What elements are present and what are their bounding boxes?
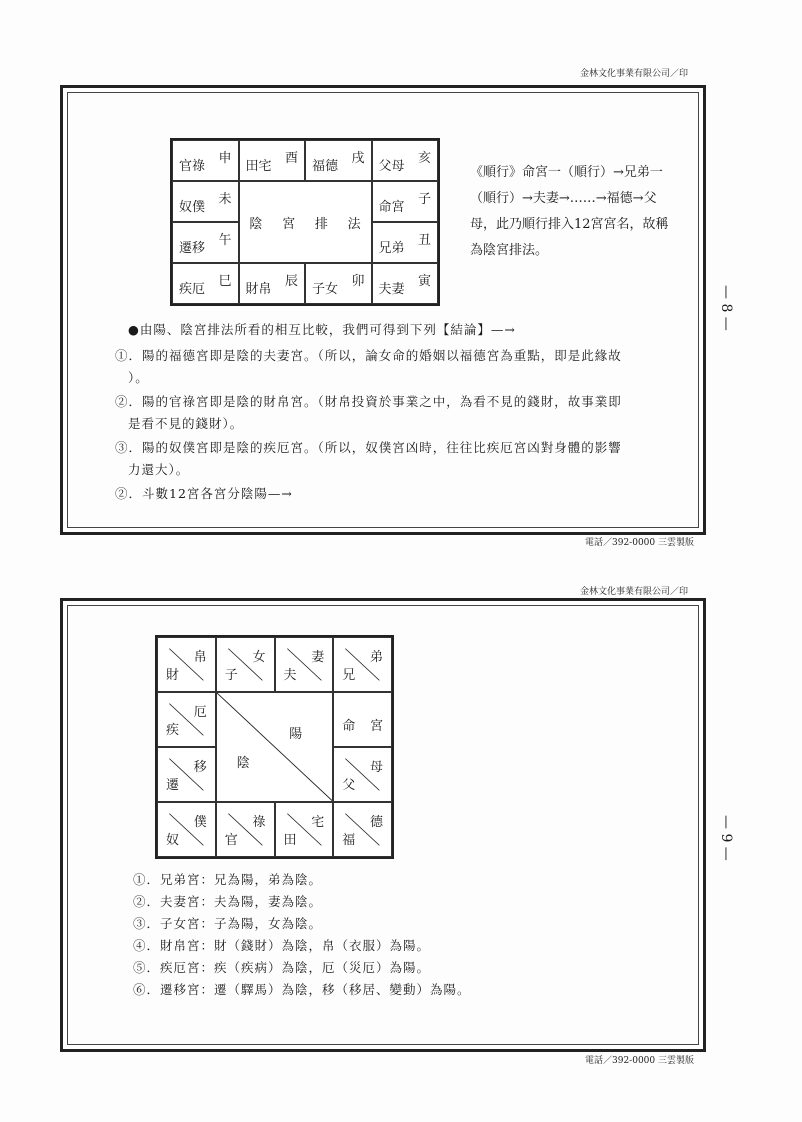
palace-name: 兄弟 <box>378 241 405 256</box>
palace-name: 命宮 <box>378 200 405 215</box>
palace-cell <box>172 222 239 263</box>
palace-name: 田宅 <box>245 159 272 174</box>
palace-char: 夫 <box>283 668 297 683</box>
palace-char: 德 <box>369 815 383 830</box>
palace-cell <box>305 263 372 304</box>
palace-cell <box>239 263 306 304</box>
palace-char: 兄 <box>342 668 356 683</box>
palace-name: 子女 <box>312 282 339 297</box>
earthly-branch: 申 <box>218 151 232 166</box>
palace-cell <box>157 747 216 802</box>
palace-char: 官 <box>224 833 238 848</box>
palace-char: 厄 <box>193 705 207 720</box>
text-line: ④．財帛宮：財（錢財）為陰，帛（衣服）為陽。 <box>133 938 431 953</box>
palace-cell <box>372 181 439 222</box>
center-char: 法 <box>347 216 361 232</box>
palace-name: 奴僕 <box>179 200 206 215</box>
palace-name: 夫妻 <box>378 282 405 297</box>
palace-char: 父 <box>342 778 356 793</box>
earthly-branch: 丑 <box>417 233 431 248</box>
center-diagonal <box>217 693 333 801</box>
palace-cell <box>216 637 275 692</box>
text-line: ③．陽的奴僕宮即是陰的疾厄宮。（所以，奴僕宮凶時，往往比疾厄宮凶對身體的影響 <box>115 440 622 455</box>
center-char: 排 <box>314 216 328 232</box>
text-line: ①．兄弟宮：兄為陽，弟為陰。 <box>133 872 323 887</box>
palace-char: 祿 <box>252 815 266 830</box>
palace-cell <box>333 637 392 692</box>
palace-cell <box>333 802 392 857</box>
page-number: — 8 — <box>718 285 734 331</box>
yin-yang-palace-chart <box>155 635 394 859</box>
palace-char: 帛 <box>193 650 207 665</box>
text-line: ②．陽的官祿宮即是陰的財帛宮。（財帛投資於事業之中，為看不見的錢財，故事業即 <box>115 394 622 409</box>
palace-char: 福 <box>342 833 356 848</box>
text-line: ③．子女宮：子為陽，女為陰。 <box>133 916 323 931</box>
text-line: ）。 <box>128 370 149 385</box>
text-line: ①．陽的福德宮即是陰的夫妻宮。（所以，論女命的婚姻以福德宮為重點，即是此緣故 <box>115 348 622 363</box>
palace-cell <box>172 140 239 181</box>
yang-label: 陽 <box>289 727 303 742</box>
palace-name: 疾厄 <box>179 282 206 297</box>
publisher-header: 金林文化事業有限公司／印 <box>580 587 689 597</box>
palace-cell <box>333 692 392 747</box>
palace-char: 僕 <box>193 815 207 830</box>
palace-char: 弟 <box>369 650 383 665</box>
palace-char: 疾 <box>166 723 180 738</box>
yin-label: 陰 <box>236 756 250 771</box>
earthly-branch: 寅 <box>417 274 431 289</box>
palace-char: 子 <box>224 668 238 683</box>
palace-name: 父母 <box>378 159 405 174</box>
palace-name: 遷移 <box>179 241 206 256</box>
chart-center-title <box>239 181 372 263</box>
palace-cell <box>157 637 216 692</box>
text-line: ②．斗數12宮各宮分陰陽—→ <box>115 486 293 501</box>
earthly-branch: 戌 <box>351 151 365 166</box>
publisher-header: 金林文化事業有限公司／印 <box>580 69 689 79</box>
palace-name: 官祿 <box>179 159 206 174</box>
palace-cell <box>372 140 439 181</box>
palace-char: 移 <box>193 760 207 775</box>
palace-cell <box>239 140 306 181</box>
earthly-branch: 酉 <box>284 151 298 166</box>
text-line: ⑤．疾厄宮：疾（疾病）為陰，厄（災厄）為陽。 <box>133 960 431 975</box>
yin-palace-chart <box>170 138 440 306</box>
palace-name: 財帛 <box>245 282 272 297</box>
shunxing-note: 《順行》命宮一（順行）→兄弟一（順行）→夫妻→……→福德→父母，此乃順行排入12宮宮名，故稱為陰宮排法。 <box>470 165 669 258</box>
page-number: — 9 — <box>718 815 734 861</box>
earthly-branch: 午 <box>218 233 232 248</box>
earthly-branch: 辰 <box>284 274 298 289</box>
palace-char: 財 <box>166 668 180 683</box>
footer-imprint: 電話／392-0000 三雲製版 <box>585 538 694 548</box>
text-line: ②．夫妻宮：夫為陽，妻為陰。 <box>133 894 323 909</box>
palace-cell <box>275 637 334 692</box>
palace-cell <box>157 802 216 857</box>
earthly-branch: 子 <box>417 192 431 207</box>
text-line: ⑥．遷移宮：遷（驛馬）為陰，移（移居、變動）為陽。 <box>133 982 471 997</box>
palace-char: 宮 <box>369 719 383 734</box>
earthly-branch: 未 <box>218 192 232 207</box>
footer-imprint: 電話／392-0000 三雲製版 <box>585 1056 694 1066</box>
palace-char: 遷 <box>166 778 180 793</box>
palace-cell <box>157 692 216 747</box>
palace-cell <box>372 222 439 263</box>
palace-cell <box>333 747 392 802</box>
palace-char: 妻 <box>311 650 325 665</box>
text-line: ●由陽、陰宮排法所看的相互比較，我們可得到下列【結論】—→ <box>128 322 516 337</box>
center-char: 陰 <box>249 216 263 232</box>
palace-char: 母 <box>369 760 383 775</box>
palace-cell <box>216 802 275 857</box>
palace-name: 福德 <box>312 159 339 174</box>
palace-char: 田 <box>283 833 297 848</box>
earthly-branch: 巳 <box>218 274 232 289</box>
palace-char: 女 <box>252 650 266 665</box>
palace-cell <box>372 263 439 304</box>
palace-char: 奴 <box>166 833 180 848</box>
center-char: 宮 <box>282 216 296 232</box>
palace-char: 宅 <box>311 815 325 830</box>
palace-cell <box>305 140 372 181</box>
text-line: 力還大）。 <box>128 462 190 477</box>
palace-cell <box>275 802 334 857</box>
palace-char: 命 <box>342 719 356 734</box>
earthly-branch: 卯 <box>351 274 365 289</box>
palace-cell <box>172 181 239 222</box>
chart-center-yin-yang <box>216 692 334 802</box>
text-line: 是看不見的錢財）。 <box>128 416 244 431</box>
palace-cell <box>172 263 239 304</box>
earthly-branch: 亥 <box>417 151 431 166</box>
